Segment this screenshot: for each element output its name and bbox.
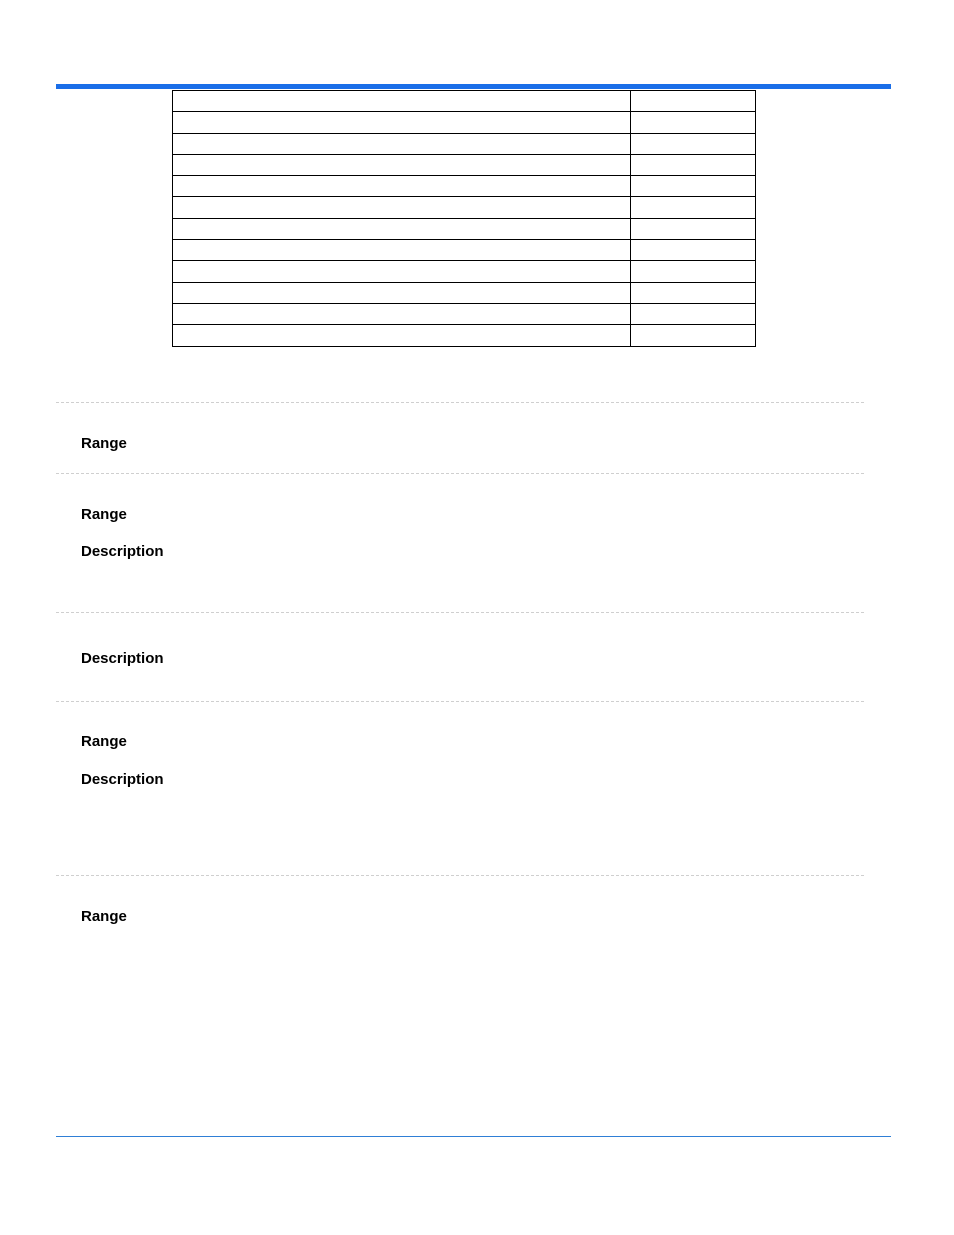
table-row bbox=[173, 303, 756, 324]
table-cell bbox=[173, 154, 631, 175]
table-row bbox=[173, 218, 756, 239]
table-row bbox=[173, 240, 756, 261]
table-row bbox=[173, 91, 756, 112]
table-cell bbox=[631, 218, 756, 239]
range-label: Range bbox=[81, 733, 127, 750]
table-cell bbox=[631, 261, 756, 282]
section-separator bbox=[56, 701, 864, 702]
table-cell bbox=[631, 325, 756, 346]
table-row bbox=[173, 133, 756, 154]
table-cell bbox=[173, 261, 631, 282]
table-cell bbox=[173, 240, 631, 261]
description-label: Description bbox=[81, 771, 164, 788]
table-row bbox=[173, 282, 756, 303]
range-label: Range bbox=[81, 908, 127, 925]
table-row bbox=[173, 112, 756, 133]
table-cell bbox=[173, 112, 631, 133]
table-cell bbox=[631, 303, 756, 324]
table-cell bbox=[631, 176, 756, 197]
table-cell bbox=[631, 112, 756, 133]
footer-rule bbox=[56, 1136, 891, 1137]
parameter-table-body bbox=[173, 91, 756, 347]
table-row bbox=[173, 197, 756, 218]
table-cell bbox=[631, 133, 756, 154]
table-cell bbox=[631, 91, 756, 112]
section-separator bbox=[56, 402, 864, 403]
description-label: Description bbox=[81, 650, 164, 667]
table-cell bbox=[173, 303, 631, 324]
table-cell bbox=[631, 282, 756, 303]
parameter-table bbox=[172, 90, 756, 347]
section-separator bbox=[56, 612, 864, 613]
table-row bbox=[173, 154, 756, 175]
table-cell bbox=[631, 197, 756, 218]
range-label: Range bbox=[81, 506, 127, 523]
table-cell bbox=[173, 282, 631, 303]
table-cell bbox=[173, 325, 631, 346]
table-row bbox=[173, 325, 756, 346]
table-cell bbox=[631, 240, 756, 261]
table-cell bbox=[173, 91, 631, 112]
table-cell bbox=[173, 133, 631, 154]
table-row bbox=[173, 176, 756, 197]
section-separator bbox=[56, 875, 864, 876]
table-cell bbox=[631, 154, 756, 175]
table-row bbox=[173, 261, 756, 282]
table-cell bbox=[173, 197, 631, 218]
table-cell bbox=[173, 176, 631, 197]
header-rule bbox=[56, 84, 891, 89]
range-label: Range bbox=[81, 435, 127, 452]
section-separator bbox=[56, 473, 864, 474]
description-label: Description bbox=[81, 543, 164, 560]
table-cell bbox=[173, 218, 631, 239]
